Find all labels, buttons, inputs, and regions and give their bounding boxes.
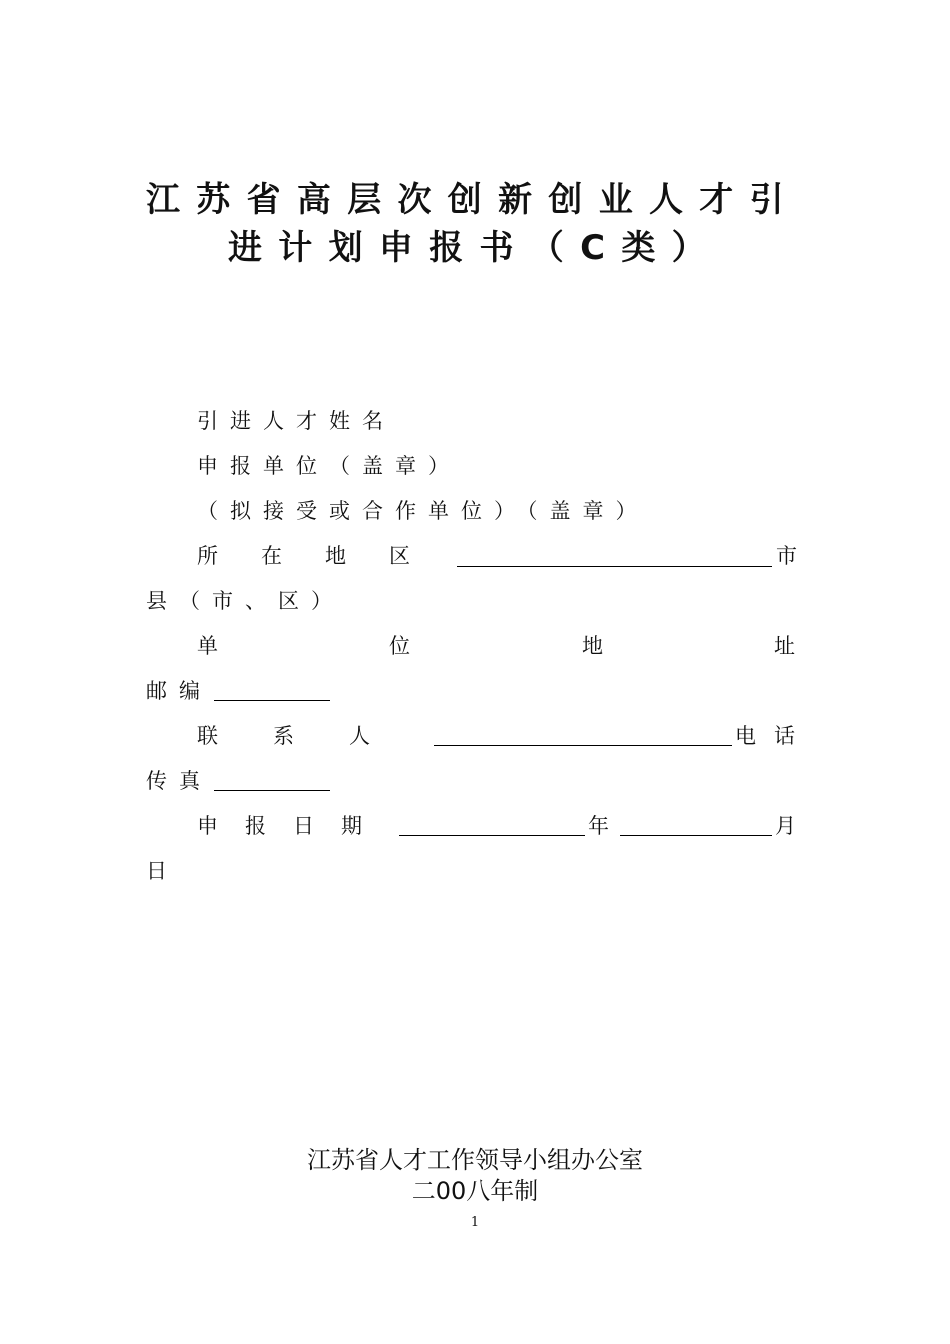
city-suffix: 市	[776, 544, 797, 568]
region-blank[interactable]	[457, 566, 772, 567]
day-label: 日	[146, 859, 167, 883]
month-blank[interactable]	[620, 835, 772, 836]
address-label-3: 地	[582, 634, 603, 658]
title-line-2: 进计划申报书（C类）	[228, 228, 722, 268]
address-label-1: 单	[197, 634, 218, 658]
contact-label: 联系人	[197, 724, 425, 748]
contact-blank[interactable]	[434, 745, 732, 746]
month-label: 月	[775, 814, 796, 838]
phone-label: 电话	[735, 724, 813, 748]
title-line-1: 江苏省高层次创新创业人才引	[146, 180, 800, 220]
postcode-label: 邮编	[146, 679, 212, 703]
county-label: 县（市、区）	[146, 589, 344, 613]
region-label: 所在地区	[197, 544, 453, 568]
address-label-4: 址	[774, 634, 795, 658]
address-label-2: 位	[389, 634, 410, 658]
partner-unit-label: （拟接受或合作单位）（盖章）	[197, 499, 649, 523]
fax-label: 传真	[146, 769, 212, 793]
applicant-unit-label: 申报单位（盖章）	[197, 454, 461, 478]
postcode-blank[interactable]	[214, 700, 330, 701]
talent-name-label: 引进人才姓名	[197, 409, 395, 433]
date-label: 申报日期	[197, 814, 389, 838]
fax-blank[interactable]	[214, 790, 330, 791]
year-blank[interactable]	[399, 835, 585, 836]
page-number: 1	[470, 1215, 480, 1230]
issuer: 江苏省人才工作领导小组办公室	[307, 1146, 643, 1174]
issue-year: 二00八年制	[411, 1177, 539, 1205]
year-label: 年	[588, 814, 609, 838]
